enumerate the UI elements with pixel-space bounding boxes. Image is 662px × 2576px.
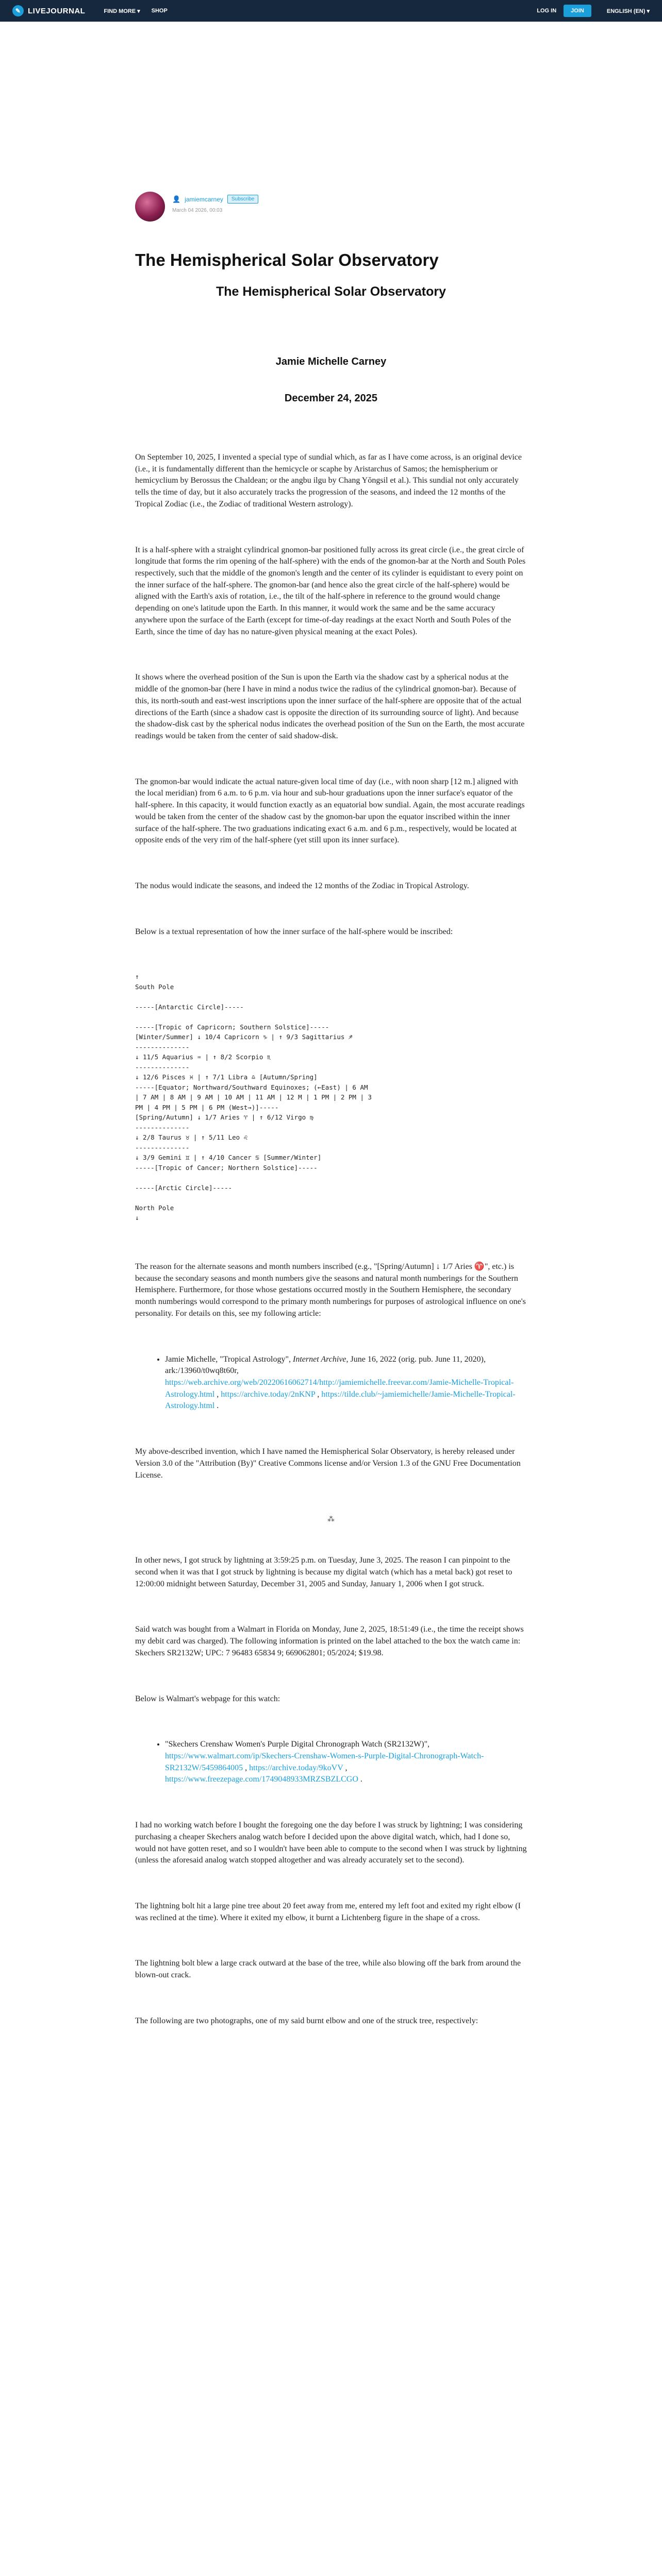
citation-link[interactable]: https://www.walmart.com/ip/Skechers-Crenshaw-Women-s-Purple-Digital-Chronograph-Watch-SR2132W/5459864005 (165, 1752, 484, 1772)
post-date: March 04 2026, 00:03 (172, 208, 223, 213)
paragraph: The lightning bolt blew a large crack outward at the base of the tree, while also blowing off the bark from around the blown-out crack. (135, 1959, 521, 1980)
article-title: The Hemispherical Solar Observatory (216, 284, 446, 299)
citation-link[interactable]: https://tilde.club/~jamiemichelle/Jamie-Michelle-Tropical-Astrology.html (165, 1389, 516, 1411)
nav-shop[interactable]: SHOP (151, 7, 168, 14)
section-divider: ⁂ (327, 1516, 335, 1524)
paragraph: On September 10, 2025, I invented a special type of sundial which, as far as I have come across, is an original device (i.e., it is fundamentally different than the hemicycle or scaphe by Aristarchus of Samos; the hemispherium or hemicyclium by Berossus the Chaldean; or the angbu ilgu by Chang Yŏngsil et al.). This sundial not only accurately tells the time of day, but it also accurately tracks the progression of the seasons, and indeed the 12 months of the Tropical Zodiac (i.e., the Zodiac of traditional Western astrology). (135, 453, 522, 509)
paragraph: In other news, I got struck by lightning at 3:59:25 p.m. on Tuesday, June 3, 2025. The reason I can pinpoint to the second when it was that I got struck by lightning is because my digital watch (which has a metal back) got reset to 12:00:00 midnight between Saturday, December 31, 2005 and Sunday, January 1, 2006 when I got struck. (135, 1556, 512, 1588)
citation-link[interactable]: https://archive.today/2nKNP (221, 1389, 316, 1399)
livejournal-logo[interactable] (12, 5, 85, 16)
brand-name: LIVEJOURNAL (28, 6, 86, 15)
paragraph: The following are two photographs, one of my said burnt elbow and one of the struck tree, respectively: (135, 2016, 478, 2025)
paragraph: The lightning bolt hit a large pine tree about 20 feet away from me, entered my left foot and exited my right elbow (I was reclined at the time). Where it exited my elbow, it burnt a Lichtenberg figure in the shape of a cross. (135, 1902, 521, 1922)
username-link[interactable]: jamiemcarney (185, 195, 223, 203)
citation-item (165, 1739, 527, 1786)
citation-source: Internet Archive (293, 1354, 346, 1364)
citation-text: "Skechers Crenshaw Women's Purple Digital Chronograph Watch (SR2132W)", (165, 1740, 430, 1749)
citation-end: . (214, 1401, 219, 1411)
citation-item (165, 1354, 527, 1413)
citation-separator: , (315, 1389, 322, 1399)
citation-end: . (358, 1775, 362, 1784)
paragraph: The reason for the alternate seasons and month numbers inscribed (e.g., "[Spring/Autumn] ↓ 1/7 Aries ♈", etc.) is because the secondary seasons and month numbers give the seasons and natural month numberings for the Southern Hemisphere. Furthermore, for those whose gestations occurred mostly in the Southern Hemisphere, the secondary month numberings would correspond to the primary month numberings for purposes of astrological influence on one's personality. For details on this, see my following article: (135, 1262, 526, 1318)
paragraph: It is a half-sphere with a straight cylindrical gnomon-bar positioned fully across its great circle (i.e., the great circle of longitude that forms the rim opening of the half-sphere) with the ends of the gnomon-bar at the North and South Poles respectively, such that the middle of the gnomon's length and the center of its cylinder is equidistant to every point on the inner surface of the half-sphere. The gnomon-bar (and hence also the great circle of the half-sphere) would be aligned with the Earth's axis of rotation, i.e., the tilt of the half-sphere in reference to the ground would change depending on one's latitude upon the Earth. In this manner, it would work the same and be the same accuracy anywhere upon the surface of the Earth (except for time-of-day readings at the exact North and South Poles of the Earth, since the time of day has no nature-given physical meaning at the exact Poles). (135, 545, 526, 636)
login-link[interactable]: LOG IN (537, 8, 557, 14)
paragraph: The nodus would indicate the seasons, and indeed the 12 months of the Zodiac in Tropical Astrology. (135, 881, 469, 890)
citation-list (135, 1354, 527, 1413)
paragraph: Said watch was bought from a Walmart in Florida on Monday, June 2, 2025, 18:51:49 (i.e., the time the receipt shows my debit card was charged). The following information is printed on the label attached to the box the watch came in: Skechers SR2132W; UPC: 7 96483 65834 9; 669062801; 05/2024; $19.98. (135, 1625, 524, 1657)
citation-separator: , (343, 1763, 347, 1772)
paragraph: I had no working watch before I bought the foregoing one the day before I was struck by lightning; I was considering purchasing a cheaper Skechers analog watch before I decided upon the above digital watch, which, had I done so, would not have gotten reset, and so I wouldn't have been able to compute to the second when I was struck by lightning (unless the aforesaid analog watch stopped altogether and was already accurately set to the second). (135, 1821, 527, 1865)
citation-link[interactable]: https://web.archive.org/web/20220616062714/http://jamiemichelle.freevar.com/Jamie-Michelle-Tropical-Astrology.html (165, 1378, 514, 1399)
user-icon: 👤 (172, 195, 181, 203)
paragraph: Below is Walmart's webpage for this watch: (135, 1694, 280, 1703)
citation-link[interactable]: https://archive.today/9koVV (249, 1763, 343, 1772)
top-navigation-bar (0, 0, 662, 22)
article-date: December 24, 2025 (284, 393, 378, 404)
post-content (135, 22, 527, 2027)
paragraph: It shows where the overhead position of the Sun is upon the Earth via the shadow cast by a spherical nodus at the middle of the gnomon-bar (here I have in mind a nodus twice the radius of the cylindrical gnomon-bar). Because of this, its north-south and east-west inscriptions upon the inner surface of the half-sphere are opposite that of the actual directions of the Earth (since a shadow cast is opposite the direction of its surrounding source of light). And because the shadow-disk cast by the spherical nodus indicates the overhead position of the Sun on the Earth, the most accurate readings would be taken from the center of said shadow-disk. (135, 673, 525, 740)
citation-text: Jamie Michelle, "Tropical Astrology", (165, 1354, 293, 1364)
author-block (135, 192, 527, 222)
pencil-icon: ✎ (12, 5, 24, 16)
citation-separator: , (243, 1763, 250, 1772)
citation-text: , June 16, 2022 (orig. pub. June 11, 2020), ark:/13960/t0wq8t60r, (165, 1354, 486, 1376)
paragraph: Below is a textual representation of how the inner surface of the half-sphere would be inscribed: (135, 927, 453, 936)
main-nav (104, 8, 167, 14)
subscribe-button[interactable]: Subscribe (227, 195, 258, 204)
page-title: The Hemispherical Solar Observatory (135, 250, 439, 269)
citation-list (135, 1739, 527, 1786)
join-button[interactable]: JOIN (564, 5, 591, 17)
paragraph: The gnomon-bar would indicate the actual nature-given local time of day (i.e., with noon sharp [12 m.] aligned with the local meridian) from 6 a.m. to 6 p.m. via hour and sub-hour graduations upon the inner surface's equator of the half-sphere. In this capacity, it would function exactly as an equatorial bow sundial. Again, the most accurate readings would be taken from the center of the shadow cast by the gnomon-bar upon the equator inscribed within the inner surface of the half-sphere. The two graduations indicating exact 6 a.m. and 6 p.m., respectively, would be located at opposite ends of the very rim of the half-sphere (yet still upon its inner surface). (135, 777, 525, 845)
author-line (172, 195, 258, 204)
citation-separator: , (214, 1389, 221, 1399)
author-meta (172, 192, 258, 213)
inscription-diagram: ↑ South Pole -----[Antarctic Circle]----- -----[Tropic of Capricorn; Southern Solstice]----- [Winter/Summer] ↓ 10/4 Capricorn ♑ | ↑ 9/3 Sagittarius ♐ -------------- ↓ 11/5 Aquarius ♒ | ↑ 8/2 Scorpio ♏ -------------- ↓ 12/6 Pisces ♓ | ↑ 7/1 Libra ♎ [Autumn/Spring] -----[Equator; Northward/Southward Equinoxes; (←East) | 6 AM | 7 AM | 8 AM | 9 AM | 10 AM | 11 AM | 12 M | 1 PM | 2 PM | 3 PM | 4 PM | 5 PM | 6 PM (West→)]----- [Spring/Autumn] ↓ 1/7 Aries ♈ | ↑ 6/12 Virgo ♍ -------------- ↓ 2/8 Taurus ♉ | ↑ 5/11 Leo ♌ -------------- ↓ 3/9 Gemini ♊ | ↑ 4/10 Cancer ♋ [Summer/Winter] -----[Tropic of Cancer; Northern Solstice]----- -----[Arctic Circle]----- North Pole ↓ (135, 973, 372, 1222)
avatar[interactable] (135, 192, 165, 222)
nav-find-more[interactable]: FIND MORE ▾ (104, 8, 140, 14)
paragraph: My above-described invention, which I have named the Hemispherical Solar Observatory, is hereby released under Version 3.0 of the "Attribution (By)" Creative Commons license and/or Version 1.3 of the GNU Free Documentation License. (135, 1447, 521, 1480)
language-selector[interactable]: ENGLISH (EN) ▾ (606, 8, 650, 14)
article-author: Jamie Michelle Carney (275, 356, 387, 367)
citation-link[interactable]: https://www.freezepage.com/1749048933MRZSBZLCGO (165, 1775, 358, 1784)
